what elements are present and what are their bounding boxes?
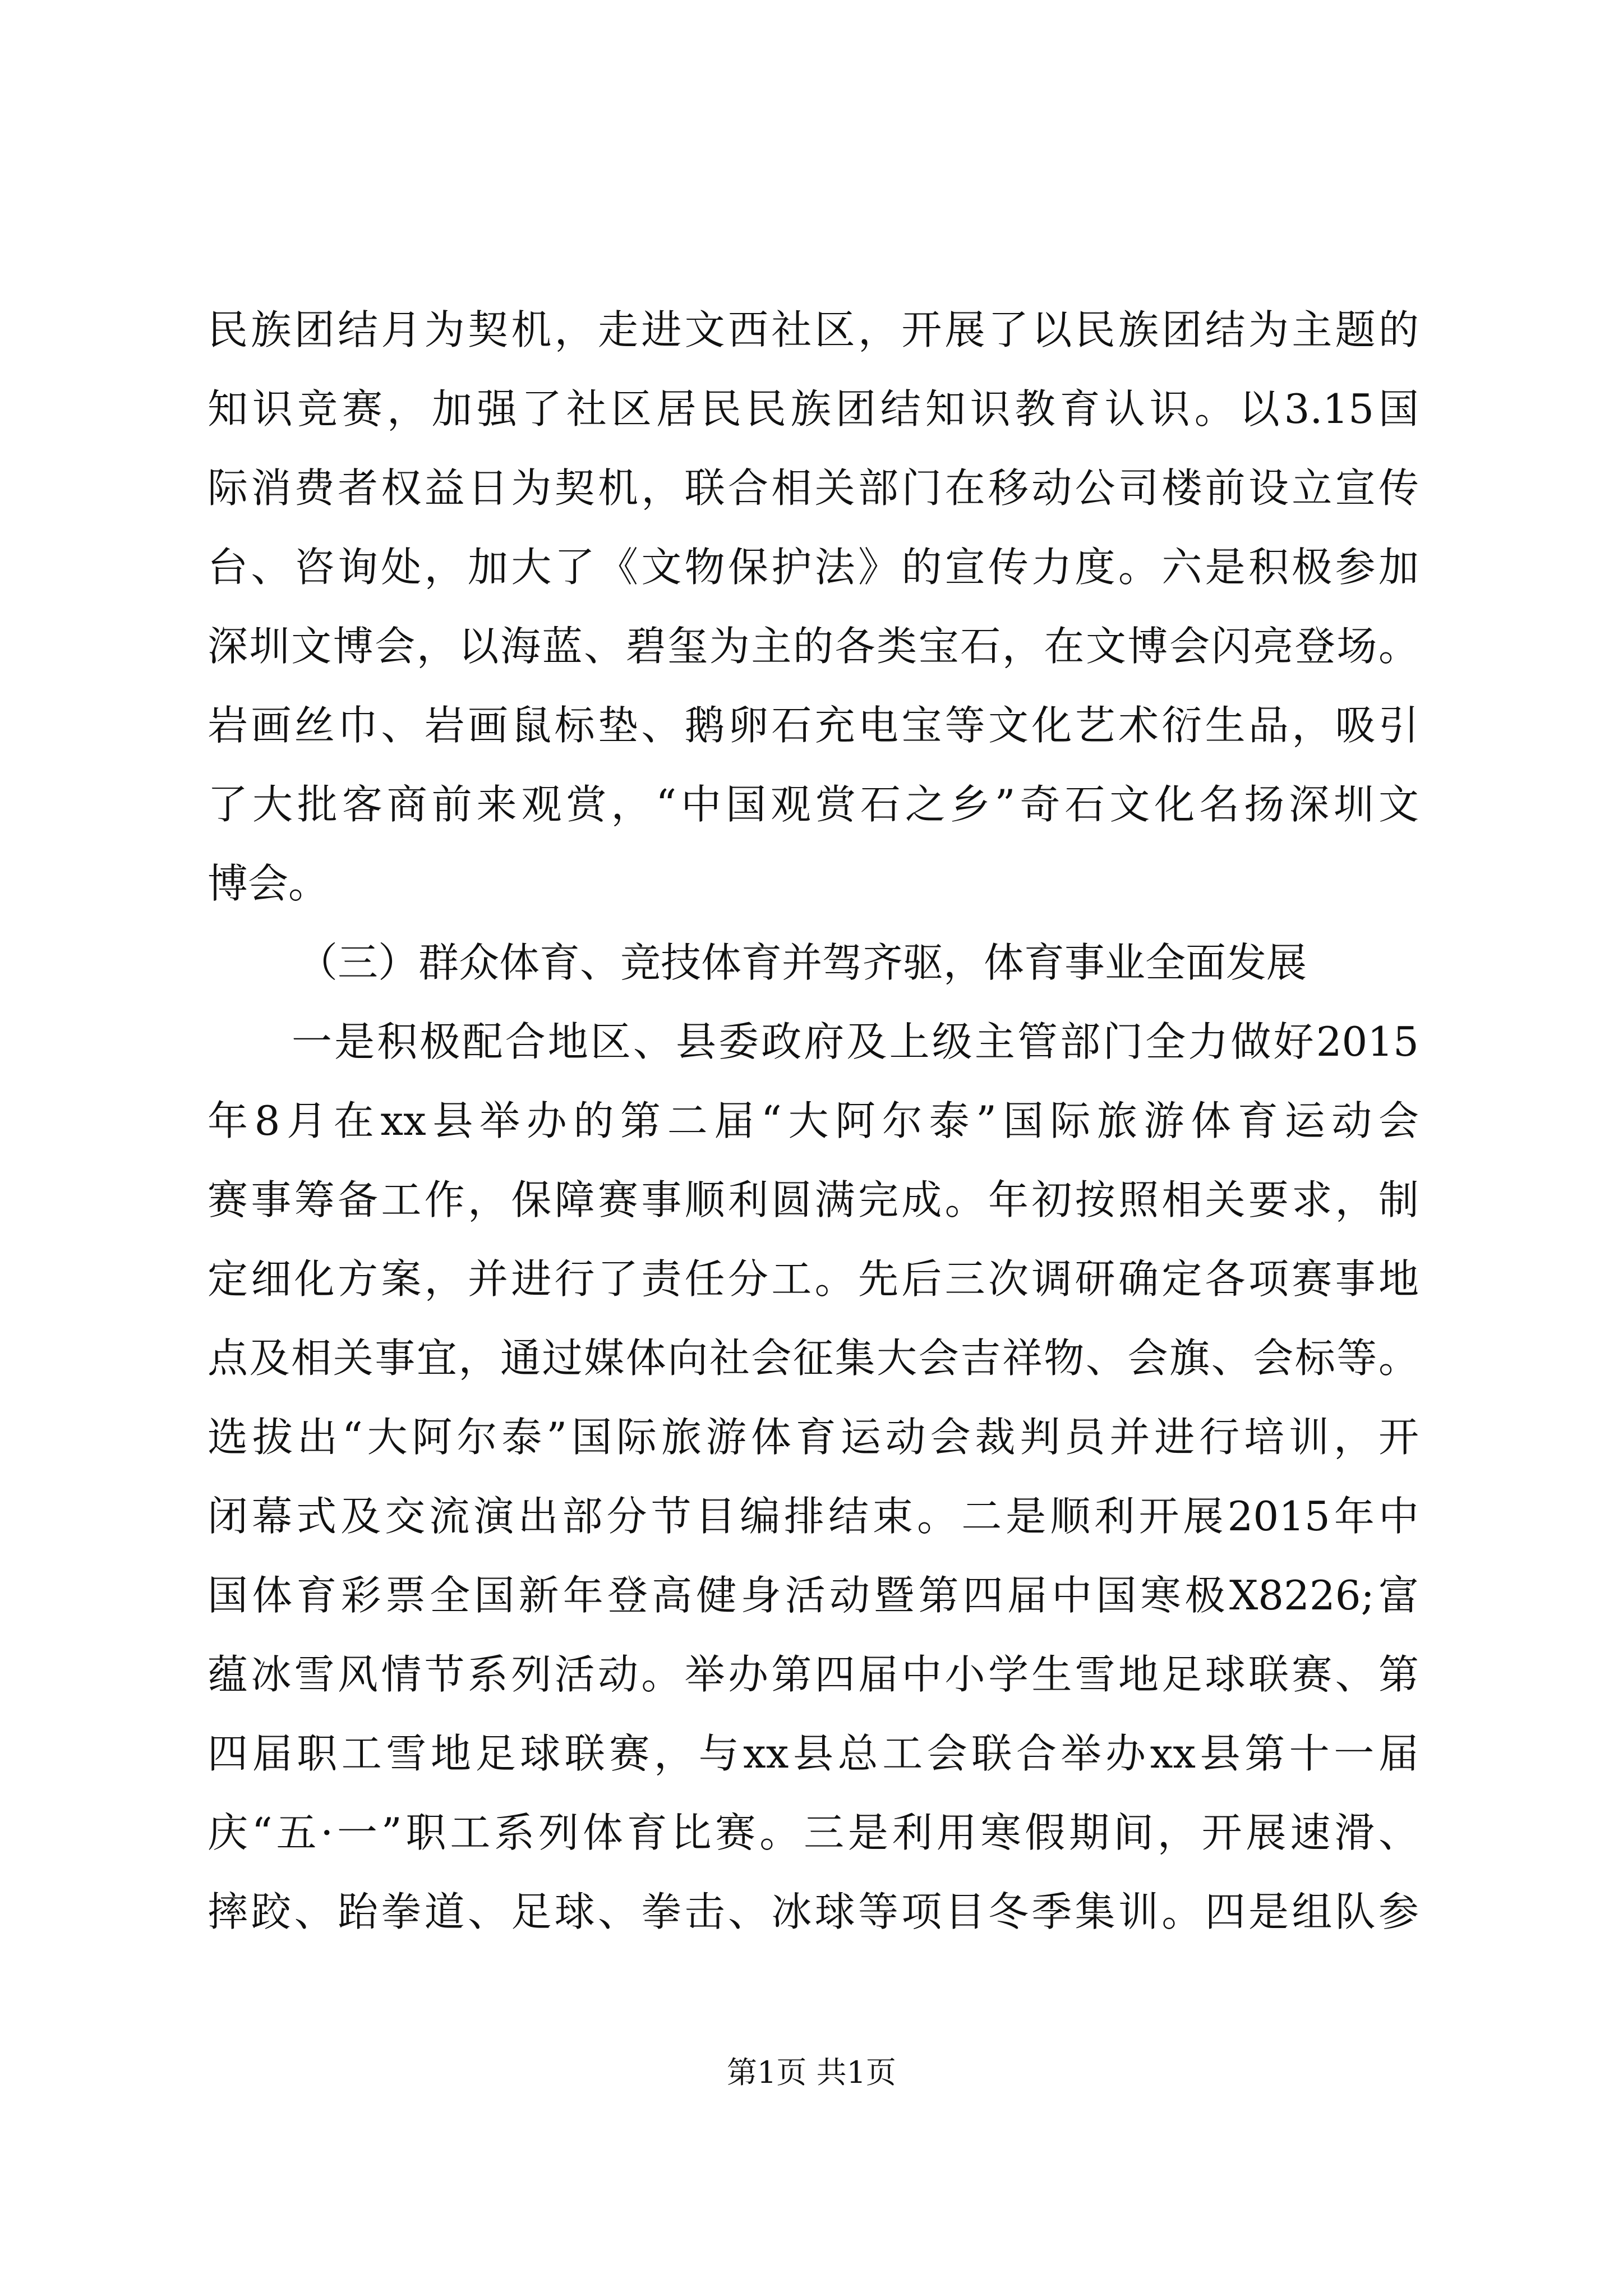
- text-line: 民族团结月为契机，走进文西社区，开展了以民族团结为主题的: [208, 306, 1419, 353]
- text-line: 岩画丝巾、岩画鼠标垫、鹅卵石充电宝等文化艺术衍生品，吸引: [208, 702, 1419, 749]
- section-heading: （三）群众体育、竞技体育并驾齐驱，体育事业全面发展: [297, 939, 1307, 986]
- text-line: 定细化方案，并进行了责任分工。先后三次调研确定各项赛事地: [208, 1255, 1419, 1303]
- text-line: 台、咨询处，加大了《文物保护法》的宣传力度。六是积极参加: [208, 544, 1419, 591]
- text-line: 深圳文博会，以海蓝、碧玺为主的各类宝石，在文博会闪亮登场。: [208, 623, 1419, 670]
- text-line: 庆“五·一”职工系列体育比赛。三是利用寒假期间，开展速滑、: [208, 1809, 1419, 1856]
- text-line: 闭幕式及交流演出部分节目编排结束。二是顺利开展2015年中: [208, 1493, 1419, 1540]
- body-text: [208, 291, 1419, 1952]
- page-footer: 第1页 共1页: [727, 2055, 896, 2090]
- text-line: 年8月在xx县举办的第二届“大阿尔泰”国际旅游体育运动会: [208, 1097, 1419, 1144]
- text-line: 四届职工雪地足球联赛，与xx县总工会联合举办xx县第十一届: [208, 1730, 1419, 1777]
- text-line: 国体育彩票全国新年登高健身活动暨第四届中国寒极X8226;富: [208, 1572, 1419, 1619]
- text-line: 蕴冰雪风情节系列活动。举办第四届中小学生雪地足球联赛、第: [208, 1651, 1419, 1698]
- text-line: 博会。: [208, 860, 329, 907]
- text-line: 知识竞赛，加强了社区居民民族团结知识教育认识。以3.15国: [208, 385, 1419, 432]
- text-line: 一是积极配合地区、县委政府及上级主管部门全力做好2015: [292, 1018, 1419, 1065]
- text-line: 了大批客商前来观赏，“中国观赏石之乡”奇石文化名扬深圳文: [208, 781, 1419, 828]
- text-line: 际消费者权益日为契机，联合相关部门在移动公司楼前设立宣传: [208, 464, 1419, 512]
- text-line: 点及相关事宜，通过媒体向社会征集大会吉祥物、会旗、会标等。: [208, 1335, 1419, 1382]
- text-line: 选拔出“大阿尔泰”国际旅游体育运动会裁判员并进行培训，开: [208, 1414, 1419, 1461]
- text-line: 赛事筹备工作，保障赛事顺利圆满完成。年初按照相关要求，制: [208, 1176, 1419, 1223]
- text-line: 摔跤、跆拳道、足球、拳击、冰球等项目冬季集训。四是组队参: [208, 1888, 1419, 1935]
